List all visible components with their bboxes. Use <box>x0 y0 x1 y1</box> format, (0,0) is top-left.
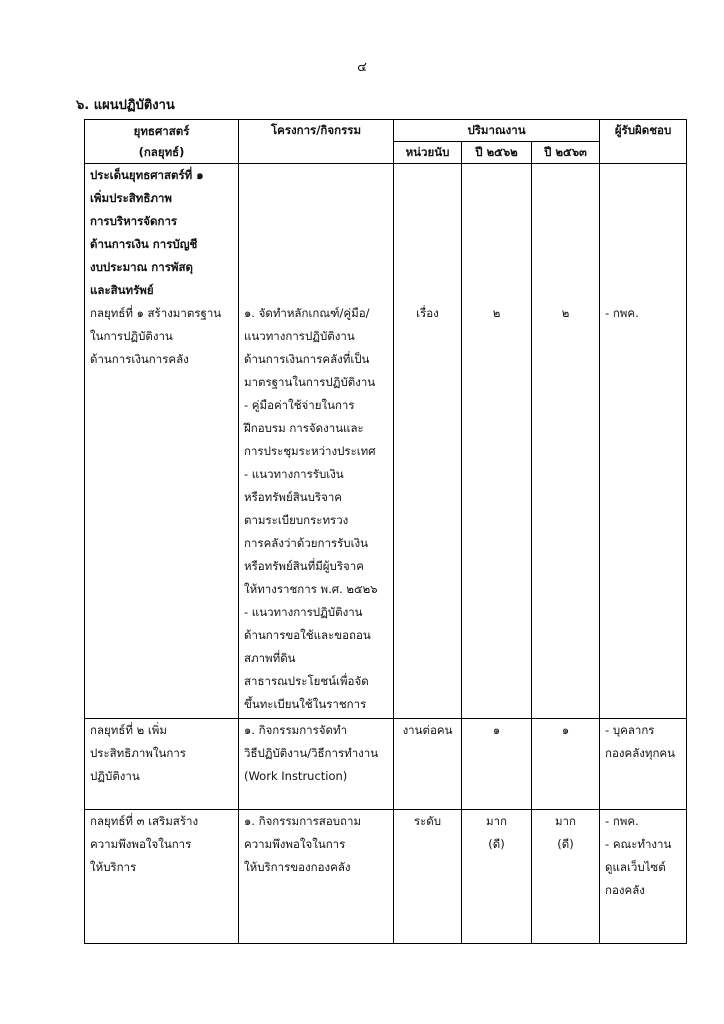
project-line: ให้บริการของกองคลัง <box>244 860 351 874</box>
responsible-line: - กพค. <box>605 306 639 320</box>
issue-heading-line: และสินทรัพย์ <box>90 283 154 297</box>
year-2563-cell <box>532 719 600 810</box>
year-2563-value: มาก <box>555 814 577 828</box>
table-header <box>85 120 687 164</box>
year-2563-value: ๑ <box>561 723 570 737</box>
year-2562-value: (ดี) <box>488 837 505 851</box>
year-2562-cell <box>462 810 532 944</box>
action-plan-table <box>84 119 687 944</box>
strategy-line: ปฏิบัติงาน <box>90 769 140 783</box>
unit-value: เรื่อง <box>416 306 439 320</box>
strategy-cell <box>85 719 239 810</box>
page-number: ๔ <box>357 60 367 75</box>
table-row <box>85 719 687 810</box>
responsible-line: กองคลัง <box>605 883 645 897</box>
project-line: ขึ้นทะเบียนใช้ในราชการ <box>244 697 367 711</box>
project-line: ๑. กิจกรรมการจัดทำ <box>244 723 348 737</box>
issue-heading-line: ด้านการเงิน การบัญชี <box>90 237 198 251</box>
year-2562-cell <box>462 719 532 810</box>
project-line: - คู่มือค่าใช้จ่ายในการ <box>244 398 355 412</box>
project-line: สภาพที่ดิน <box>244 651 296 665</box>
strategy-line: ในการปฏิบัติงาน <box>90 329 173 343</box>
responsible-cell <box>600 164 687 719</box>
year-2562-value: มาก <box>485 814 507 828</box>
responsible-line: - กพค. <box>605 814 639 828</box>
issue-heading-line: การบริหารจัดการ <box>90 214 178 228</box>
year-2563-cell <box>532 164 600 719</box>
project-line: ๑. กิจกรรมการสอบถาม <box>244 814 362 828</box>
header-year-2562: ปี ๒๕๖๒ <box>462 142 532 164</box>
unit-cell <box>394 719 462 810</box>
issue-heading-line: ประเด็นยุทธศาสตร์ที่ ๑ <box>90 168 204 182</box>
section-title: ๖. แผนปฏิบัติงาน <box>76 98 175 113</box>
unit-cell <box>394 810 462 944</box>
strategy-cell <box>85 164 239 719</box>
project-line: สาธารณประโยชน์เพื่อจัด <box>244 674 369 688</box>
project-cell <box>239 810 394 944</box>
year-2562-cell <box>462 164 532 719</box>
strategy-line: กลยุทธ์ที่ ๑ สร้างมาตรฐาน <box>90 306 222 320</box>
header-strategy-line1: ยุทธศาสตร์ <box>133 123 190 138</box>
header-strategy-line2: (กลยุทธ์) <box>138 144 185 159</box>
year-2563-value: (ดี) <box>557 837 574 851</box>
responsible-line: ดูแลเว็บไซต์ <box>605 860 666 874</box>
issue-heading-line: งบประมาณ การพัสดุ <box>90 260 193 274</box>
project-line: แนวทางการปฏิบัติงาน <box>244 329 355 343</box>
header-strategy <box>85 120 239 164</box>
project-line: (Work Instruction) <box>244 769 348 783</box>
year-2562-value: ๑ <box>492 723 501 737</box>
responsible-cell <box>600 810 687 944</box>
unit-value: ระดับ <box>413 814 442 828</box>
project-line: มาตรฐานในการปฏิบัติงาน <box>244 375 376 389</box>
project-line: - แนวทางการปฏิบัติงาน <box>244 605 363 619</box>
responsible-line: กองคลังทุกคน <box>605 746 675 760</box>
strategy-line: ประสิทธิภาพในการ <box>90 746 186 760</box>
project-cell <box>239 719 394 810</box>
strategy-line: กลยุทธ์ที่ ๒ เพิ่ม <box>90 723 167 737</box>
project-line: วิธีปฏิบัติงาน/วิธีการทำงาน <box>244 746 379 760</box>
strategy-line: ด้านการเงินการคลัง <box>90 352 189 366</box>
strategy-cell <box>85 810 239 944</box>
project-line: ด้านการขอใช้และขอถอน <box>244 628 371 642</box>
table-row <box>85 164 687 719</box>
header-unit: หน่วยนับ <box>394 142 462 164</box>
project-line: หรือทรัพย์สินบริจาค <box>244 490 342 504</box>
strategy-line: กลยุทธ์ที่ ๓ เสริมสร้าง <box>90 814 199 828</box>
project-line: ด้านการเงินการคลังที่เป็น <box>244 352 370 366</box>
project-line: การประชุมระหว่างประเทศ <box>244 444 376 458</box>
project-line: การคลังว่าด้วยการรับเงิน <box>244 536 369 550</box>
table-body <box>85 164 687 944</box>
project-line: - แนวทางการรับเงิน <box>244 467 344 481</box>
strategy-line: ให้บริการ <box>90 860 137 874</box>
issue-heading-line: เพิ่มประสิทธิภาพ <box>90 191 172 205</box>
year-2563-cell <box>532 810 600 944</box>
year-2563-value: ๒ <box>561 306 570 320</box>
project-line: ฝึกอบรม การจัดงานและ <box>244 421 364 435</box>
table-row <box>85 810 687 944</box>
header-year-2563: ปี ๒๕๖๓ <box>532 142 600 164</box>
unit-value: งานต่อคน <box>402 723 453 737</box>
project-line: ความพึงพอใจในการ <box>244 837 346 851</box>
header-volume: ปริมาณงาน <box>394 120 600 142</box>
project-line: ให้ทางราชการ พ.ศ. ๒๕๒๖ <box>244 582 378 596</box>
project-cell <box>239 164 394 719</box>
project-line: ตามระเบียบกระทรวง <box>244 513 349 527</box>
strategy-line: ความพึงพอใจในการ <box>90 837 192 851</box>
unit-cell <box>394 164 462 719</box>
responsible-cell <box>600 719 687 810</box>
project-line: ๑. จัดทำหลักเกณฑ์/คู่มือ/ <box>244 306 370 320</box>
responsible-line: - บุคลากร <box>605 723 655 737</box>
header-responsible: ผู้รับผิดชอบ <box>600 120 687 164</box>
year-2562-value: ๒ <box>492 306 501 320</box>
responsible-line: - คณะทำงาน <box>605 837 672 851</box>
header-project: โครงการ/กิจกรรม <box>239 120 394 164</box>
project-line: หรือทรัพย์สินที่มีผู้บริจาค <box>244 559 364 573</box>
